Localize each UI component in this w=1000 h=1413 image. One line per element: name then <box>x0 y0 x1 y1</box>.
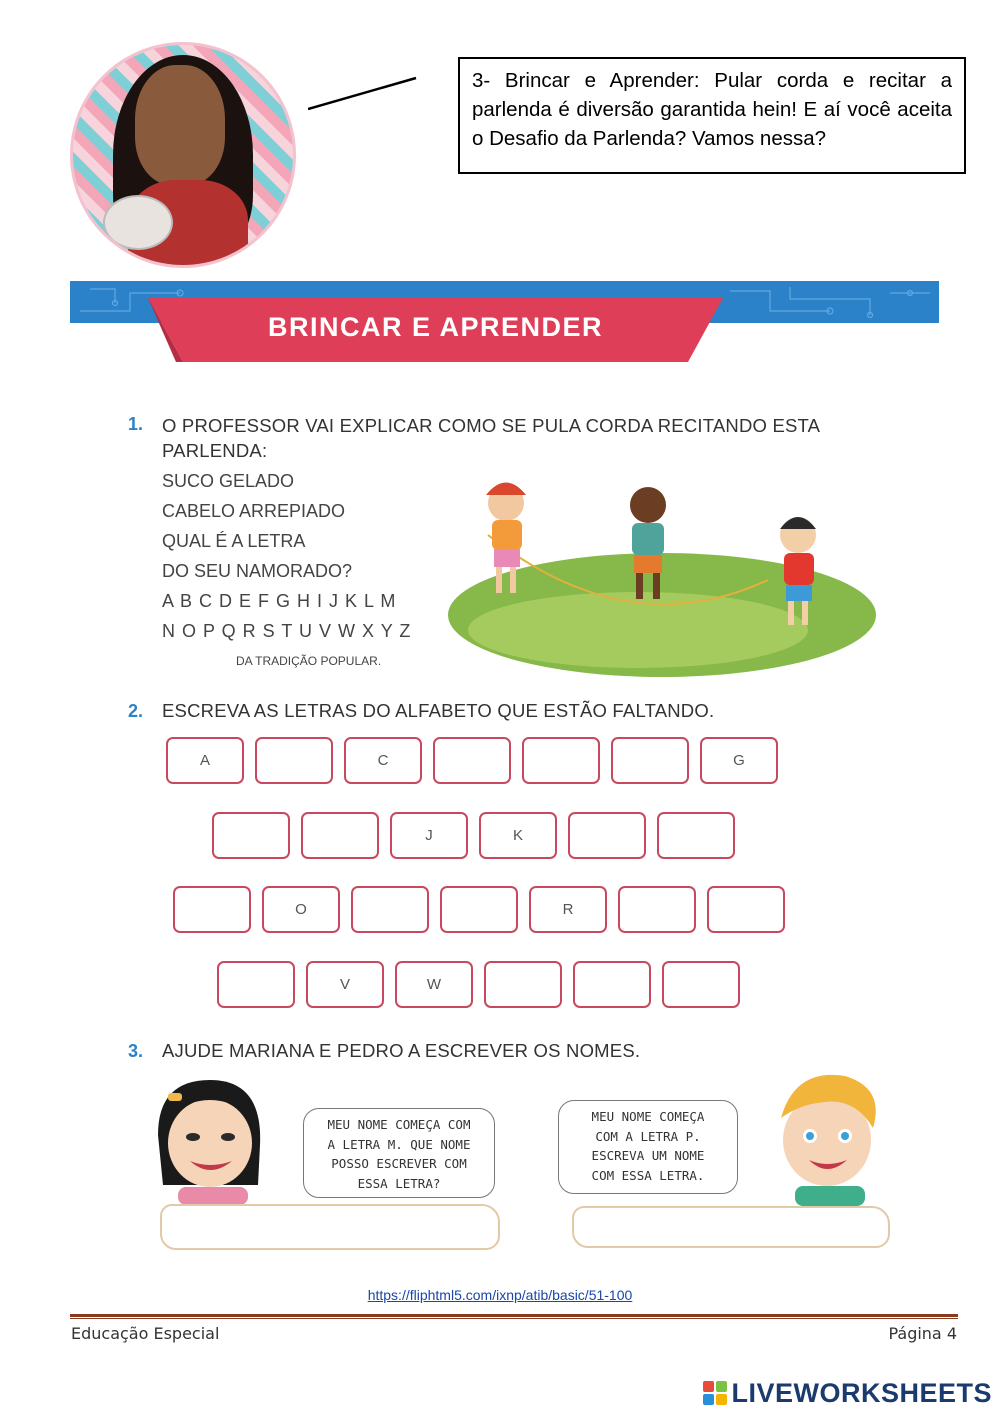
letter-box[interactable] <box>522 737 600 784</box>
letter-box[interactable] <box>662 961 740 1008</box>
jump-rope-kids-illustration <box>448 465 876 677</box>
letter-box[interactable] <box>573 961 651 1008</box>
letter-box: V <box>306 961 384 1008</box>
question-3-text: AJUDE MARIANA E PEDRO A ESCREVER OS NOMES. <box>162 1040 641 1061</box>
letter-box[interactable] <box>212 812 290 859</box>
bubble-line: COM ESSA LETRA. <box>591 1167 705 1183</box>
letter-box[interactable] <box>173 886 251 933</box>
footer-divider <box>70 1314 958 1317</box>
letter-box[interactable] <box>217 961 295 1008</box>
letter-box: A <box>166 737 244 784</box>
letter-box[interactable] <box>657 812 735 859</box>
question-2-text: ESCREVA AS LETRAS DO ALFABETO QUE ESTÃO FALTANDO. <box>162 700 715 721</box>
liveworksheets-logo-icon <box>703 1381 727 1405</box>
pedro-answer-field[interactable] <box>572 1206 890 1248</box>
question-2-number: 2. <box>128 701 144 721</box>
source-link[interactable]: https://fliphtml5.com/ixnp/atib/basic/51-100 <box>367 1287 633 1303</box>
bubble-line: ESSA LETRA? <box>357 1175 441 1191</box>
question-3-number: 3. <box>128 1041 144 1061</box>
moana-avatar-image <box>70 42 296 268</box>
footer-section-label: Educação Especial <box>71 1324 220 1343</box>
bubble-line: POSSO ESCREVER COM <box>331 1156 467 1171</box>
bubble-line: A LETRA M. QUE NOME <box>327 1136 471 1152</box>
verse-line: SUCO GELADO <box>162 471 295 491</box>
question-1-number: 1. <box>128 414 144 434</box>
bubble-line: COM A LETRA P. <box>595 1128 701 1144</box>
letter-box[interactable] <box>611 737 689 784</box>
question-1-text: O PROFESSOR VAI EXPLICAR COMO SE PULA CORDA RECITANDO ESTA PARLENDA: <box>162 415 820 461</box>
letter-box[interactable] <box>568 812 646 859</box>
letter-box: W <box>395 961 473 1008</box>
letter-box[interactable] <box>707 886 785 933</box>
pedro-speech-bubble <box>558 1100 738 1194</box>
footer-divider <box>70 1318 958 1319</box>
pedro-illustration <box>765 1068 890 1208</box>
intro-text-box: 3- Brincar e Aprender: Pular corda e recitar a parlenda é diversão garantida hein! E aí você aceita o Desafio da Parlenda? Vamos nessa? <box>458 57 966 174</box>
verse-line: DO SEU NAMORADO? <box>162 561 353 581</box>
letter-box: J <box>390 812 468 859</box>
mariana-speech-bubble <box>303 1108 495 1198</box>
letter-box[interactable] <box>433 737 511 784</box>
brand-name: LIVEWORKSHEETS <box>731 1377 992 1408</box>
letter-box[interactable] <box>618 886 696 933</box>
mariana-illustration <box>148 1075 273 1205</box>
letter-box: R <box>529 886 607 933</box>
letter-box: K <box>479 812 557 859</box>
mariana-answer-field[interactable] <box>160 1204 500 1250</box>
letter-box: C <box>344 737 422 784</box>
banner-title: BRINCAR E APRENDER <box>267 312 604 342</box>
alphabet-line: N O P Q R S T U V W X Y Z <box>162 621 412 641</box>
bubble-line: MEU NOME COMEÇA <box>591 1109 705 1124</box>
footer-page-number: Página 4 <box>888 1324 957 1343</box>
speech-pointer-line <box>308 73 418 113</box>
letter-box: O <box>262 886 340 933</box>
verse-credit: DA TRADIÇÃO POPULAR. <box>236 654 382 668</box>
verse-line: QUAL É A LETRA <box>162 531 306 551</box>
bubble-line: ESCREVA UM NOME <box>591 1148 705 1163</box>
letter-box[interactable] <box>301 812 379 859</box>
letter-box[interactable] <box>440 886 518 933</box>
letter-box[interactable] <box>484 961 562 1008</box>
alphabet-line: A B C D E F G H I J K L M <box>162 591 397 611</box>
verse-line: CABELO ARREPIADO <box>162 501 346 521</box>
bubble-line: MEU NOME COMEÇA COM <box>327 1117 471 1132</box>
letter-box[interactable] <box>255 737 333 784</box>
letter-box[interactable] <box>351 886 429 933</box>
letter-box: G <box>700 737 778 784</box>
liveworksheets-brand[interactable] <box>703 1378 992 1408</box>
